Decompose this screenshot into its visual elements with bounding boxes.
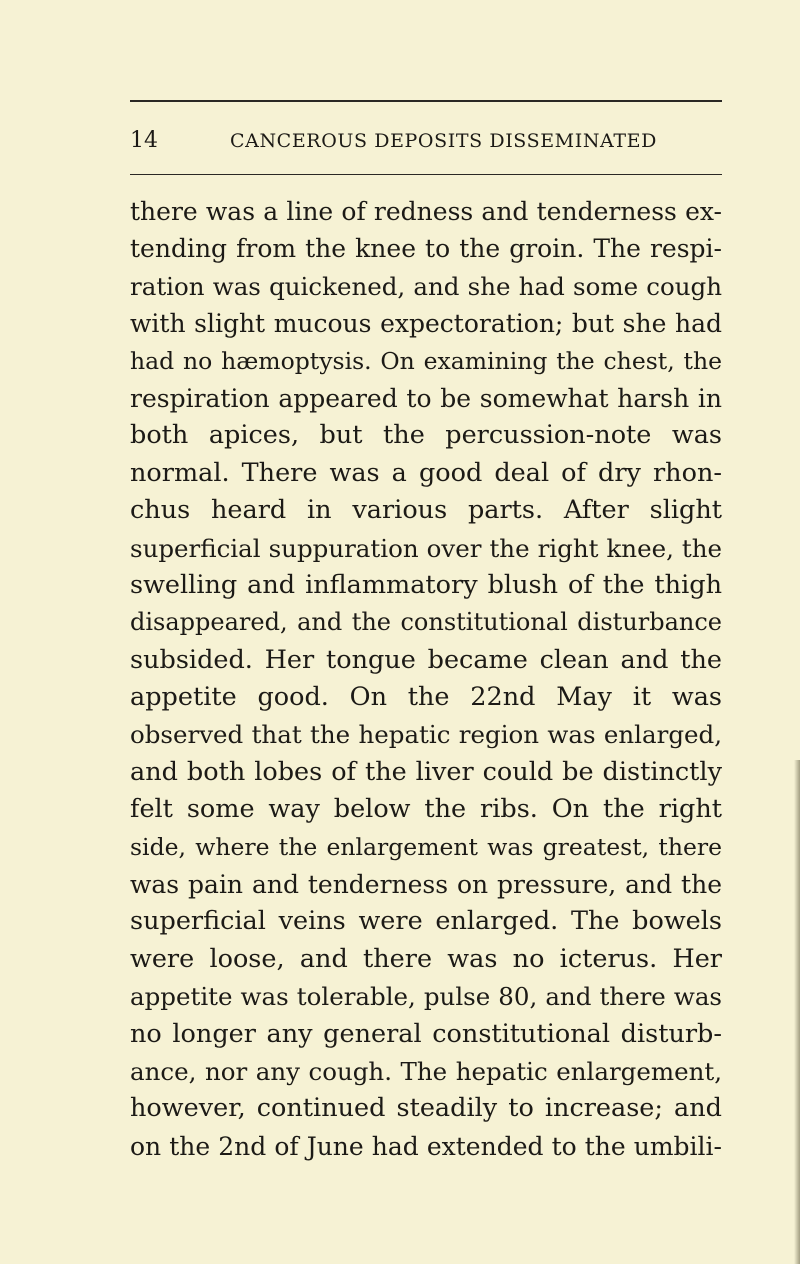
text-line: no longer any general constitutional disturb-	[130, 1018, 722, 1049]
page-edge-shadow	[794, 760, 800, 1264]
text-line: subsided. Her tongue became clean and the	[130, 644, 722, 675]
text-line: tending from the knee to the groin. The respi-	[130, 234, 722, 264]
text-line: with slight mucous expectoration; but she had	[130, 309, 722, 339]
text-line: however, continued steadily to increase; and	[130, 1093, 722, 1124]
text-line: respiration appeared to be somewhat harsh in	[130, 383, 722, 413]
text-line: was pain and tenderness on pressure, and the	[130, 870, 722, 900]
text-line: there was a line of redness and tenderness ex-	[130, 197, 722, 226]
text-line: observed that the hepatic region was enlarged,	[130, 720, 722, 750]
text-line: on the 2nd of June had extended to the umbili-	[130, 1131, 722, 1161]
text-line: chus heard in various parts. After slight	[130, 495, 722, 526]
text-line: were loose, and there was no icterus. Her	[130, 943, 722, 974]
text-line: had no hæmoptysis. On examining the chest, the	[130, 346, 722, 375]
text-line: appetite was tolerable, pulse 80, and there was	[130, 982, 722, 1012]
text-line: ration was quickened, and she had some cough	[130, 271, 722, 301]
text-line: superficial suppuration over the right knee, the	[130, 533, 722, 563]
text-line: swelling and inflammatory blush of the thigh	[130, 569, 722, 600]
text-line: disappeared, and the constitutional disturbance	[130, 608, 722, 637]
header-top-rule	[130, 100, 722, 102]
text-line: and both lobes of the liver could be distinctly	[130, 756, 722, 787]
running-title: CANCEROUS DEPOSITS DISSEMINATED	[230, 130, 657, 152]
text-line: normal. There was a good deal of dry rhon-	[130, 457, 722, 488]
header-bottom-rule	[130, 174, 722, 175]
text-line: felt some way below the ribs. On the right	[130, 794, 722, 825]
text-line: ance, nor any cough. The hepatic enlargement,	[130, 1056, 722, 1086]
text-line: side, where the enlargement was greatest, there	[130, 832, 722, 861]
text-line: superficial veins were enlarged. The bowels	[130, 906, 722, 937]
page-number: 14	[130, 128, 158, 153]
body-text	[130, 193, 722, 1165]
page-header	[130, 124, 722, 164]
text-line: appetite good. On the 22nd May it was	[130, 682, 722, 713]
text-line: both apices, but the percussion-note was	[130, 420, 722, 451]
